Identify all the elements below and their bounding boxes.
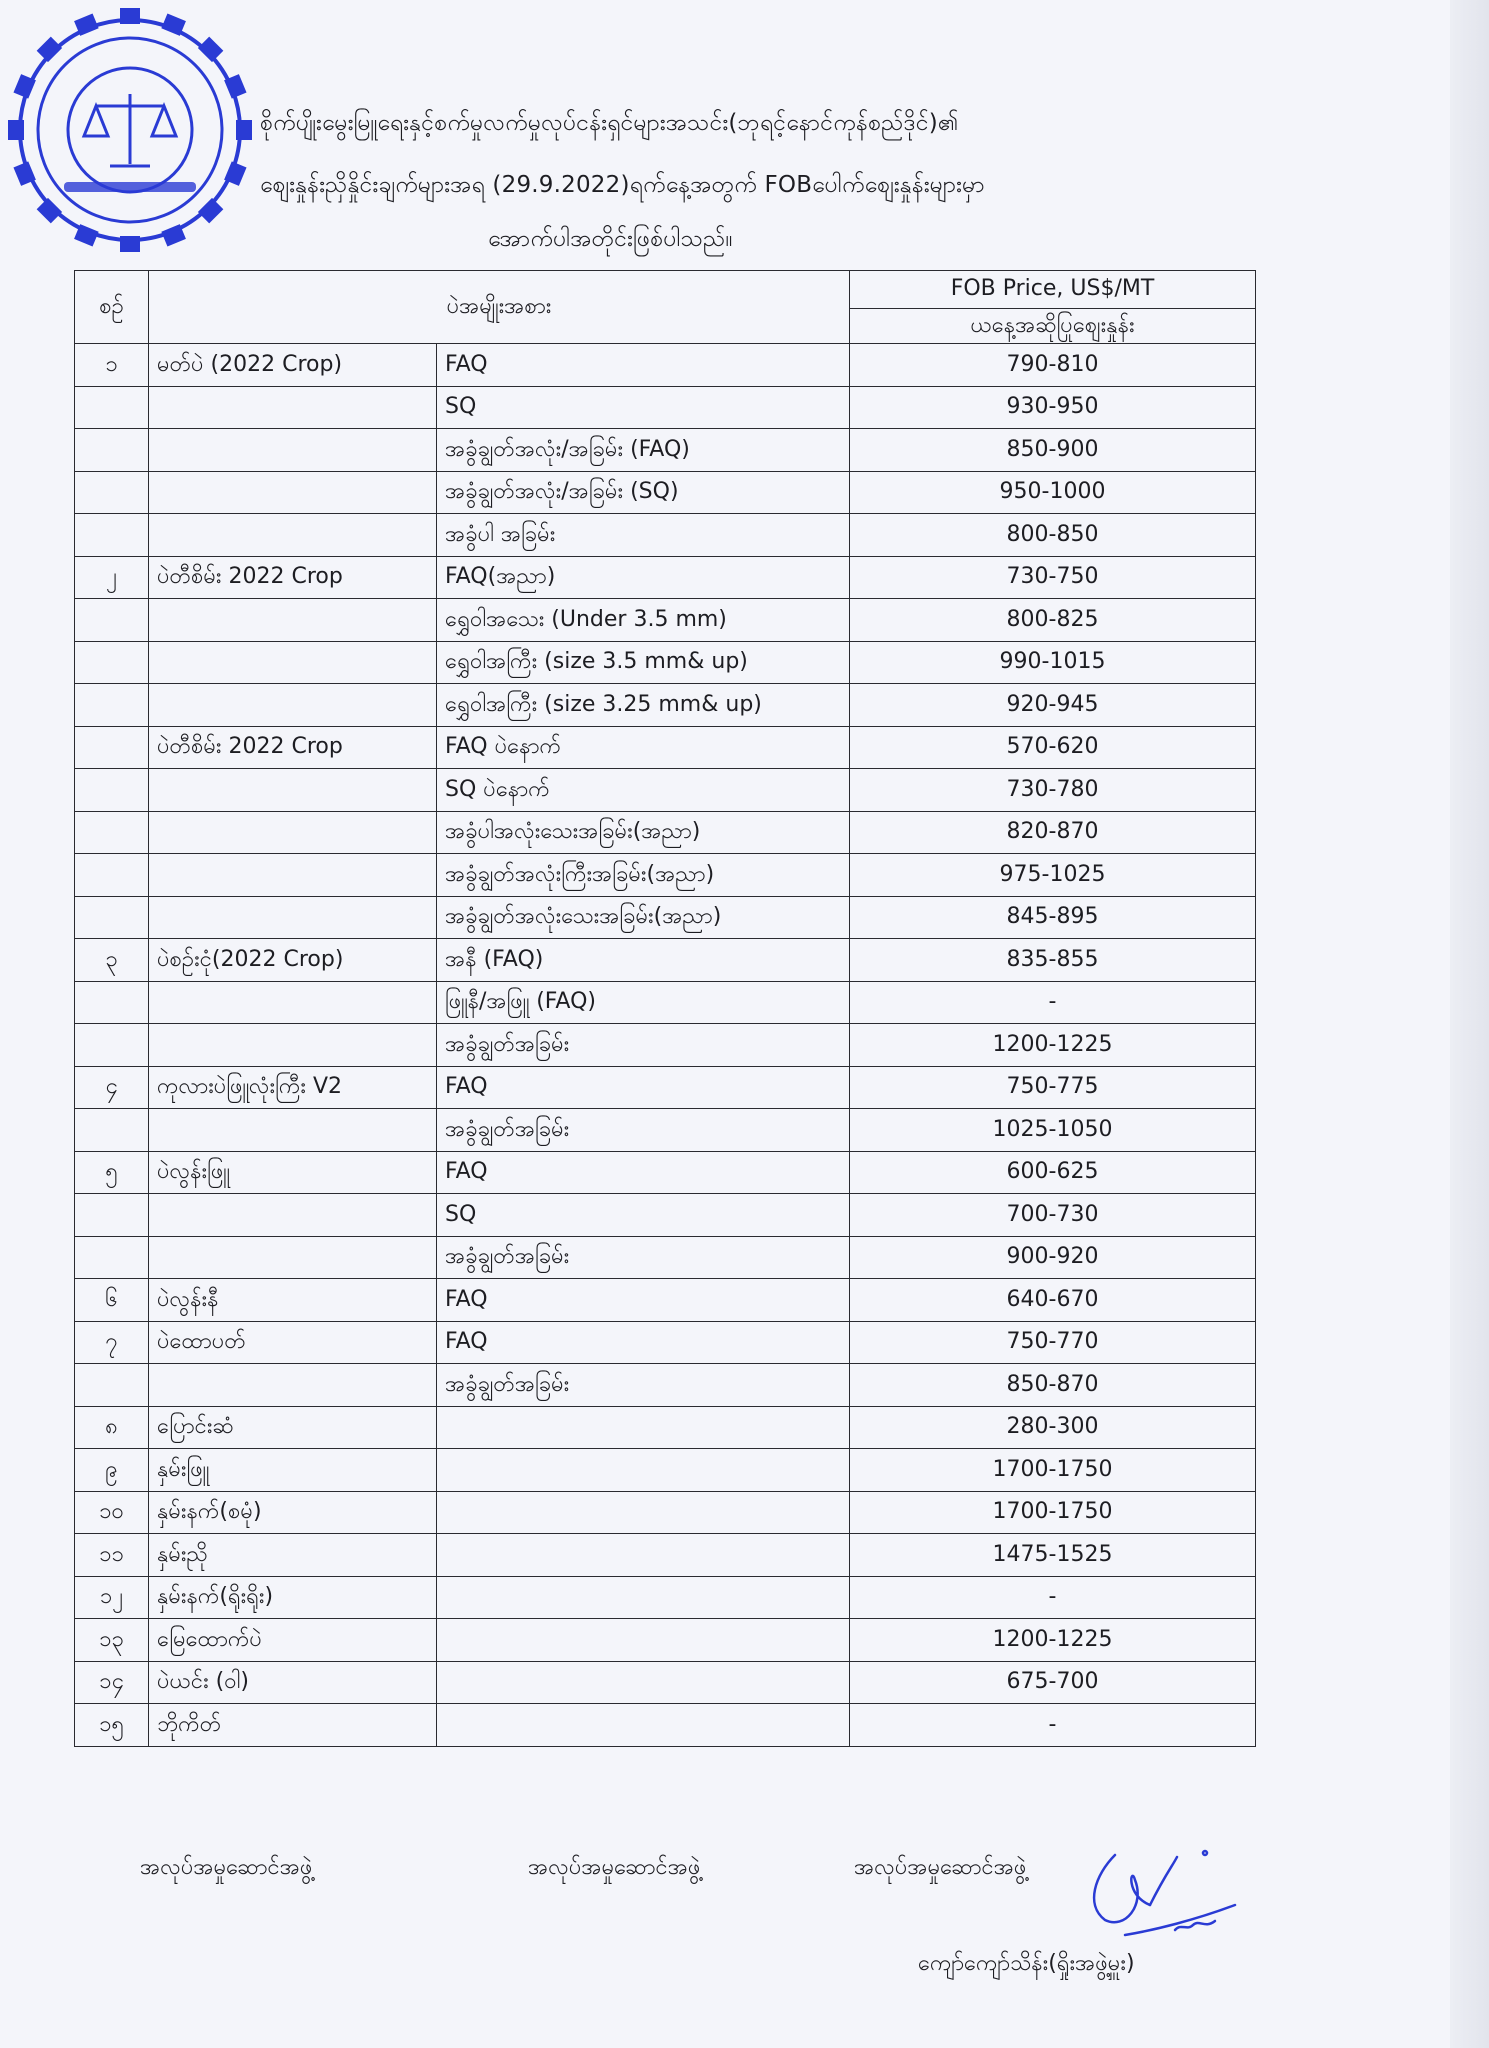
item-grade: ဖြူနီ/အဖြူ (FAQ)	[437, 981, 850, 1024]
item-category: မတ်ပဲ (2022 Crop)	[149, 344, 437, 387]
item-category: ပဲစဉ်းငုံ(2022 Crop)	[149, 939, 437, 982]
table-row	[75, 1449, 1256, 1492]
fob-price: -	[850, 1576, 1256, 1619]
row-number: ၂	[75, 556, 149, 599]
fob-price: 1025-1050	[850, 1109, 1256, 1152]
header-line-1: စိုက်ပျိုးမွေးမြူရေးနှင့်စက်မှုလက်မှုလုပ်ငန်းရှင်များအသင်း(ဘုရင့်နောင်ကုန်စည်ဒိုင်)၏	[260, 110, 959, 136]
row-number	[75, 599, 149, 642]
table-row	[75, 1151, 1256, 1194]
col-price-header: FOB Price, US$/MT	[850, 271, 1256, 309]
fob-price: 850-900	[850, 429, 1256, 472]
item-grade: အခွံပါ အခြမ်း	[437, 514, 850, 557]
signatory-name: ကျော်ကျော်သိန်း(ရှိုးအဖွဲ့မှူး)	[918, 1951, 1135, 1976]
row-number	[75, 769, 149, 812]
table-row	[75, 1661, 1256, 1704]
row-number	[75, 471, 149, 514]
table-row	[75, 769, 1256, 812]
item-category: ပဲလွန်းနီ	[149, 1279, 437, 1322]
item-grade: FAQ	[437, 1321, 850, 1364]
fob-price: 990-1015	[850, 641, 1256, 684]
row-number	[75, 811, 149, 854]
item-category: နှမ်းညို	[149, 1534, 437, 1577]
table-row	[75, 641, 1256, 684]
row-number	[75, 1109, 149, 1152]
fob-price: 600-625	[850, 1151, 1256, 1194]
header-line-3: အောက်ပါအတိုင်းဖြစ်ပါသည်။	[488, 226, 733, 252]
table-row	[75, 1491, 1256, 1534]
fob-price: 700-730	[850, 1194, 1256, 1237]
table-row	[75, 514, 1256, 557]
item-grade: အခွံချွတ်အလုံးသေးအခြမ်း(အညာ)	[437, 896, 850, 939]
table-row	[75, 429, 1256, 472]
fob-price: 1700-1750	[850, 1449, 1256, 1492]
table-row	[75, 1576, 1256, 1619]
item-category: ပဲလွန်းဖြူ	[149, 1151, 437, 1194]
table-row	[75, 599, 1256, 642]
fob-price: 640-670	[850, 1279, 1256, 1322]
fob-price: 950-1000	[850, 471, 1256, 514]
item-category: ပြောင်းဆံ	[149, 1406, 437, 1449]
fob-price: 800-850	[850, 514, 1256, 557]
item-category: ပဲတီစိမ်း 2022 Crop	[149, 556, 437, 599]
item-grade: SQ ပဲနောက်	[437, 769, 850, 812]
item-grade	[437, 1704, 850, 1747]
table-row	[75, 684, 1256, 727]
item-category	[149, 769, 437, 812]
footer-committee-2: အလုပ်အမှုဆောင်အဖွဲ့	[528, 1855, 701, 1880]
item-category	[149, 1236, 437, 1279]
fob-price: 835-855	[850, 939, 1256, 982]
item-grade: FAQ	[437, 344, 850, 387]
item-category	[149, 1364, 437, 1407]
fob-price: 730-780	[850, 769, 1256, 812]
fob-price: 280-300	[850, 1406, 1256, 1449]
table-row	[75, 1279, 1256, 1322]
table-row	[75, 386, 1256, 429]
item-grade: ရွှေဝါအကြီး (size 3.5 mm& up)	[437, 641, 850, 684]
col-no-header: စဉ်	[75, 271, 149, 344]
col-price-subheader: ယနေ့အဆိုပြုစျေးနှုန်း	[850, 309, 1256, 344]
table-row	[75, 1704, 1256, 1747]
item-category: ပဲတီစိမ်း 2022 Crop	[149, 726, 437, 769]
fob-price: 820-870	[850, 811, 1256, 854]
fob-price: 750-770	[850, 1321, 1256, 1364]
item-category	[149, 1024, 437, 1067]
row-number: ၁၂	[75, 1576, 149, 1619]
row-number: ၃	[75, 939, 149, 982]
item-grade: အခွံချွတ်အလုံးကြီးအခြမ်း(အညာ)	[437, 854, 850, 897]
table-row	[75, 1024, 1256, 1067]
table-row	[75, 1066, 1256, 1109]
row-number: ၄	[75, 1066, 149, 1109]
table-row	[75, 471, 1256, 514]
row-number: ၅	[75, 1151, 149, 1194]
item-grade: အခွံပါအလုံးသေးအခြမ်း(အညာ)	[437, 811, 850, 854]
item-grade: အခွံချွတ်အခြမ်း	[437, 1024, 850, 1067]
item-category: ပဲထောပတ်	[149, 1321, 437, 1364]
item-category	[149, 429, 437, 472]
table-row	[75, 1406, 1256, 1449]
item-category: ဘိုကိတ်	[149, 1704, 437, 1747]
fob-price: 920-945	[850, 684, 1256, 727]
fob-price: 675-700	[850, 1661, 1256, 1704]
row-number: ၁၁	[75, 1534, 149, 1577]
item-grade	[437, 1576, 850, 1619]
row-number	[75, 981, 149, 1024]
table-row	[75, 1194, 1256, 1237]
fob-price: -	[850, 1704, 1256, 1747]
fob-price: 750-775	[850, 1066, 1256, 1109]
item-grade: အခွံချွတ်အလုံး/အခြမ်း (SQ)	[437, 471, 850, 514]
fob-price: 845-895	[850, 896, 1256, 939]
item-grade	[437, 1491, 850, 1534]
row-number	[75, 896, 149, 939]
row-number	[75, 1024, 149, 1067]
fob-price: 1475-1525	[850, 1534, 1256, 1577]
row-number: ၇	[75, 1321, 149, 1364]
association-seal-icon	[4, 4, 256, 256]
table-row	[75, 1109, 1256, 1152]
page-edge	[1450, 0, 1489, 2048]
row-number: ၁၃	[75, 1619, 149, 1662]
item-grade	[437, 1534, 850, 1577]
row-number: ၈	[75, 1406, 149, 1449]
fob-price: 790-810	[850, 344, 1256, 387]
handwritten-signature-icon	[1055, 1835, 1245, 1955]
fob-price: 900-920	[850, 1236, 1256, 1279]
row-number	[75, 641, 149, 684]
footer-committee-1: အလုပ်အမှုဆောင်အဖွဲ့	[140, 1855, 313, 1880]
table-row	[75, 344, 1256, 387]
item-grade: FAQ	[437, 1279, 850, 1322]
item-category	[149, 854, 437, 897]
item-category	[149, 811, 437, 854]
row-number	[75, 429, 149, 472]
item-grade: ရွှေဝါအကြီး (size 3.25 mm& up)	[437, 684, 850, 727]
item-grade: အခွံချွတ်အခြမ်း	[437, 1236, 850, 1279]
row-number	[75, 1236, 149, 1279]
fob-price: 975-1025	[850, 854, 1256, 897]
table-row	[75, 939, 1256, 982]
item-grade: အခွံချွတ်အခြမ်း	[437, 1109, 850, 1152]
item-category	[149, 641, 437, 684]
header-line-2: စျေးနှုန်းညှိနှိုင်းချက်များအရ (29.9.2022)ရက်နေ့အတွက် FOBပေါက်စျေးနှုန်းများမှာ	[260, 172, 985, 198]
item-category	[149, 599, 437, 642]
row-number: ၆	[75, 1279, 149, 1322]
table-row	[75, 556, 1256, 599]
table-row	[75, 1619, 1256, 1662]
row-number	[75, 1364, 149, 1407]
item-grade: အခွံချွတ်အလုံး/အခြမ်း (FAQ)	[437, 429, 850, 472]
fob-price: 730-750	[850, 556, 1256, 599]
item-category	[149, 896, 437, 939]
item-category	[149, 514, 437, 557]
item-category: နှမ်းနက်(စမုံ)	[149, 1491, 437, 1534]
table-row	[75, 981, 1256, 1024]
table-row	[75, 1534, 1256, 1577]
fob-price: 1200-1225	[850, 1024, 1256, 1067]
item-category: နှမ်းနက်(ရိုးရိုး)	[149, 1576, 437, 1619]
item-category	[149, 471, 437, 514]
item-category: နှမ်းဖြူ	[149, 1449, 437, 1492]
item-grade: SQ	[437, 386, 850, 429]
table-row	[75, 1321, 1256, 1364]
row-number: ၁	[75, 344, 149, 387]
item-grade	[437, 1449, 850, 1492]
row-number: ၁၄	[75, 1661, 149, 1704]
col-item-header: ပဲအမျိုးအစား	[149, 271, 850, 344]
fob-price: 1200-1225	[850, 1619, 1256, 1662]
item-category	[149, 684, 437, 727]
item-category	[149, 1194, 437, 1237]
row-number	[75, 386, 149, 429]
fob-price: 850-870	[850, 1364, 1256, 1407]
item-category: ကုလားပဲဖြူလုံးကြီး V2	[149, 1066, 437, 1109]
item-category: ပဲယင်း (ဝါ)	[149, 1661, 437, 1704]
item-grade: FAQ(အညာ)	[437, 556, 850, 599]
item-category: မြေထောက်ပဲ	[149, 1619, 437, 1662]
item-category	[149, 1109, 437, 1152]
fob-price: 930-950	[850, 386, 1256, 429]
table-row	[75, 811, 1256, 854]
row-number	[75, 726, 149, 769]
item-grade	[437, 1406, 850, 1449]
table-row	[75, 726, 1256, 769]
row-number: ၉	[75, 1449, 149, 1492]
item-grade	[437, 1661, 850, 1704]
item-grade: ရွှေဝါအသေး (Under 3.5 mm)	[437, 599, 850, 642]
item-grade: FAQ	[437, 1066, 850, 1109]
item-grade: FAQ ပဲနောက်	[437, 726, 850, 769]
table-row	[75, 1236, 1256, 1279]
fob-price: 570-620	[850, 726, 1256, 769]
item-grade: အနီ (FAQ)	[437, 939, 850, 982]
row-number: ၁၀	[75, 1491, 149, 1534]
table-row	[75, 1364, 1256, 1407]
row-number	[75, 514, 149, 557]
row-number	[75, 684, 149, 727]
fob-price: -	[850, 981, 1256, 1024]
row-number	[75, 1194, 149, 1237]
fob-price-table	[74, 270, 1256, 1747]
item-category	[149, 981, 437, 1024]
item-grade: အခွံချွတ်အခြမ်း	[437, 1364, 850, 1407]
table-header-row	[75, 271, 1256, 309]
item-grade: FAQ	[437, 1151, 850, 1194]
item-grade	[437, 1619, 850, 1662]
table-row	[75, 896, 1256, 939]
row-number: ၁၅	[75, 1704, 149, 1747]
table-row	[75, 854, 1256, 897]
row-number	[75, 854, 149, 897]
item-category	[149, 386, 437, 429]
item-grade: SQ	[437, 1194, 850, 1237]
fob-price: 800-825	[850, 599, 1256, 642]
footer-committee-3: အလုပ်အမှုဆောင်အဖွဲ့	[854, 1855, 1027, 1880]
fob-price: 1700-1750	[850, 1491, 1256, 1534]
